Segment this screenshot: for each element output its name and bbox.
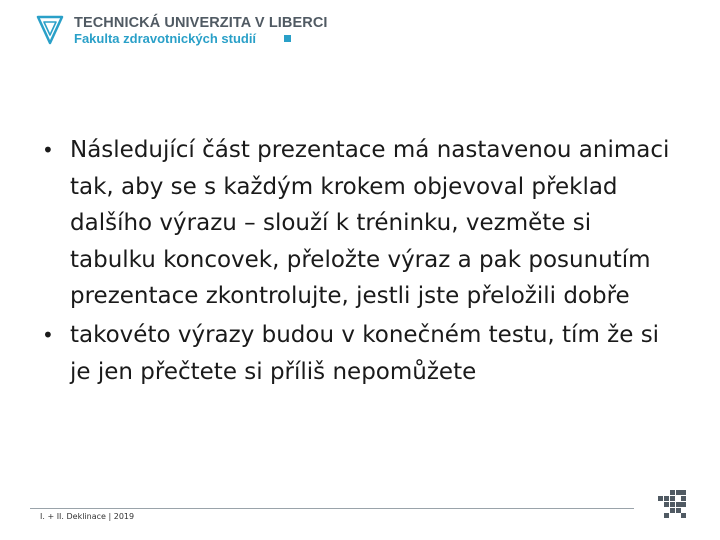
logo-square-icon bbox=[284, 35, 291, 42]
bullet-list bbox=[42, 132, 682, 390]
bullet-item bbox=[42, 317, 682, 390]
bullet-icon: • bbox=[42, 138, 54, 162]
bullet-item bbox=[42, 132, 682, 315]
footer-text: I. + II. Deklinace | 2019 bbox=[40, 512, 135, 521]
slide-content bbox=[42, 132, 682, 392]
bullet-text: Následující část prezentace má nastavenou animaci tak, aby se s každým krokem objevoval překlad dalšího výrazu – slouží k tréninku, vezměte si tabulku koncovek, přeložte výraz a pak posunutím prezentace zkontrolujte, jestli jste přeložili dobře bbox=[70, 137, 670, 310]
bullet-text: takovéto výrazy budou v konečném testu, tím že si je jen přečtete si příliš nepomůžete bbox=[70, 321, 660, 385]
faculty-name: Fakulta zdravotnických studií bbox=[74, 31, 257, 46]
university-logo bbox=[34, 14, 334, 48]
university-name: TECHNICKÁ UNIVERZITA V LIBERCI bbox=[74, 15, 328, 31]
tul-emblem-icon bbox=[34, 14, 66, 46]
grid-logo-icon bbox=[658, 490, 686, 518]
bullet-icon: • bbox=[42, 322, 54, 347]
footer-divider bbox=[30, 508, 634, 509]
